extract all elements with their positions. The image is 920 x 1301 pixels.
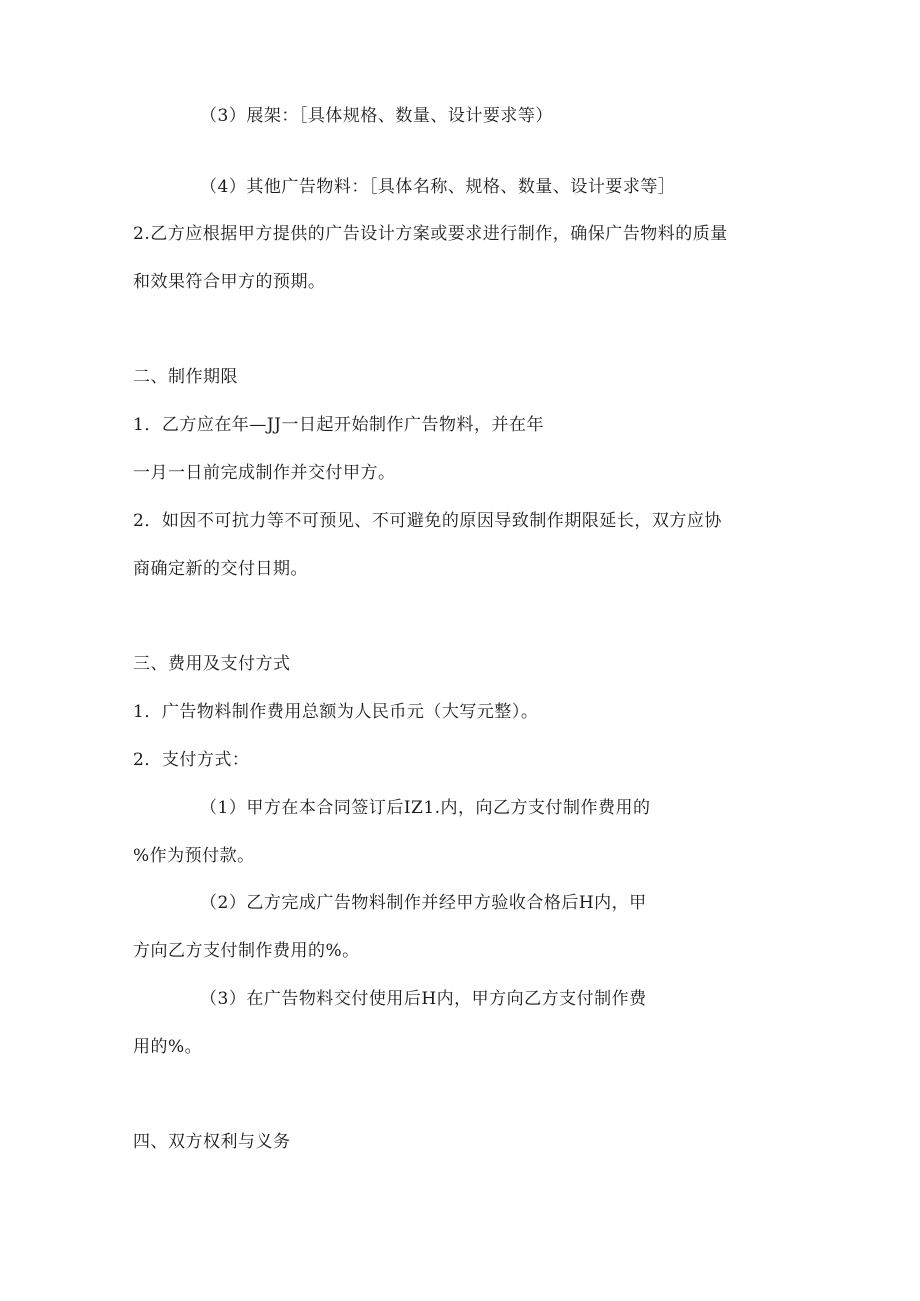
section-heading-rights-obligations: 四、双方权利与义务 (133, 1132, 291, 1152)
section-heading-production-period: 二、制作期限 (133, 367, 238, 387)
period-clause-1-line-1: 1．乙方应在年—JJ一日起开始制作广告物料，并在年 (133, 415, 544, 435)
period-clause-2-line-2: 商确定新的交付日期。 (133, 559, 308, 579)
period-clause-2-line-1: 2．如因不可抗力等不可预见、不可避免的原因导致制作期限延长，双方应协 (133, 511, 722, 531)
section-heading-fees-payment: 三、费用及支付方式 (133, 654, 291, 674)
item-4-other-materials: （4）其他广告物料：［具体名称、规格、数量、设计要求等］ (200, 177, 676, 197)
fee-clause-1: 1．广告物料制作费用总额为人民币元（大写元整）。 (133, 702, 539, 722)
clause-2-line-2: 和效果符合甲方的预期。 (133, 272, 326, 292)
item-3-display-rack: （3）展架：［具体规格、数量、设计要求等） (200, 106, 553, 126)
payment-sub-1-line-2: %作为预付款。 (133, 846, 255, 866)
period-clause-1-line-2: 一月一日前完成制作并交付甲方。 (133, 463, 396, 483)
payment-sub-3-line-1: （3）在广告物料交付使用后H内，甲方向乙方支付制作费 (200, 989, 647, 1009)
payment-sub-2-line-1: （2）乙方完成广告物料制作并经甲方验收合格后H内，甲 (200, 893, 647, 913)
fee-clause-2: 2．支付方式： (133, 750, 250, 770)
clause-2-line-1: 2.乙方应根据甲方提供的广告设计方案或要求进行制作，确保广告物料的质量 (133, 224, 728, 244)
payment-sub-1-line-1: （1）甲方在本合同签订后IZ1.内，向乙方支付制作费用的 (200, 798, 651, 818)
payment-sub-3-line-2: 用的%。 (133, 1037, 203, 1057)
payment-sub-2-line-2: 方向乙方支付制作费用的%。 (133, 941, 360, 961)
